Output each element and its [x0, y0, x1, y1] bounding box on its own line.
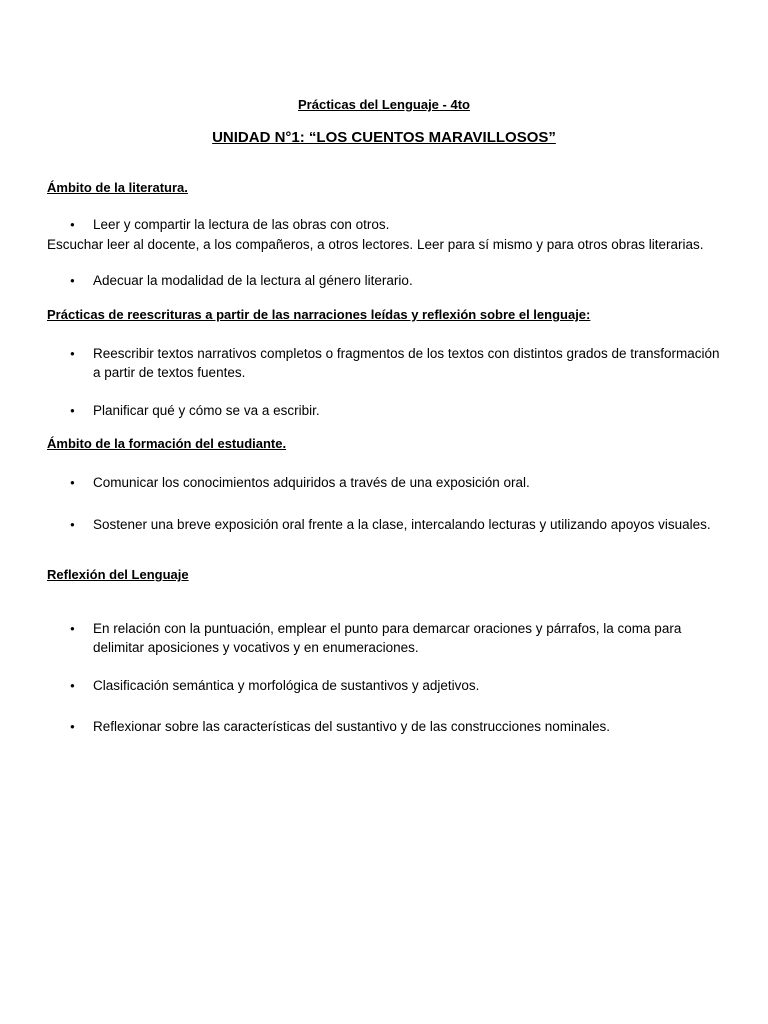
- section-paragraph: Escuchar leer al docente, a los compañeros, a otros lectores. Leer para sí mismo y para otros obras literarias.: [47, 237, 704, 252]
- unit-title: UNIDAD N°1: “LOS CUENTOS MARAVILLOSOS”: [212, 129, 556, 146]
- list-item: ● Reescribir textos narrativos completos o fragmentos de los textos con distintos grados de transformación a partir de textos fuentes.: [93, 344, 723, 382]
- list-item: ● En relación con la puntuación, emplear el punto para demarcar oraciones y párrafos, la coma para delimitar aposiciones y vocativos y en enumeraciones.: [93, 619, 723, 657]
- section-heading-reflexion: Reflexión del Lenguaje: [47, 567, 189, 582]
- list-item: ● Clasificación semántica y morfológica de sustantivos y adjetivos.: [93, 676, 723, 695]
- list-item: ● Sostener una breve exposición oral frente a la clase, intercalando lecturas y utilizando apoyos visuales.: [93, 515, 723, 534]
- section-heading-reescrituras: Prácticas de reescrituras a partir de las narraciones leídas y reflexión sobre el lenguaje:: [47, 307, 591, 322]
- section-heading-formacion: Ámbito de la formación del estudiante.: [47, 436, 287, 451]
- list-item: ● Adecuar la modalidad de la lectura al género literario.: [93, 271, 723, 290]
- subject-title: Prácticas del Lenguaje - 4to: [298, 97, 470, 112]
- list-item: ● Leer y compartir la lectura de las obras con otros.: [93, 215, 723, 234]
- list-item: ● Reflexionar sobre las características del sustantivo y de las construcciones nominales.: [93, 717, 723, 736]
- list-item: ● Planificar qué y cómo se va a escribir.: [93, 401, 723, 420]
- list-item: ● Comunicar los conocimientos adquiridos a través de una exposición oral.: [93, 473, 723, 492]
- section-heading-literatura: Ámbito de la literatura.: [47, 180, 188, 195]
